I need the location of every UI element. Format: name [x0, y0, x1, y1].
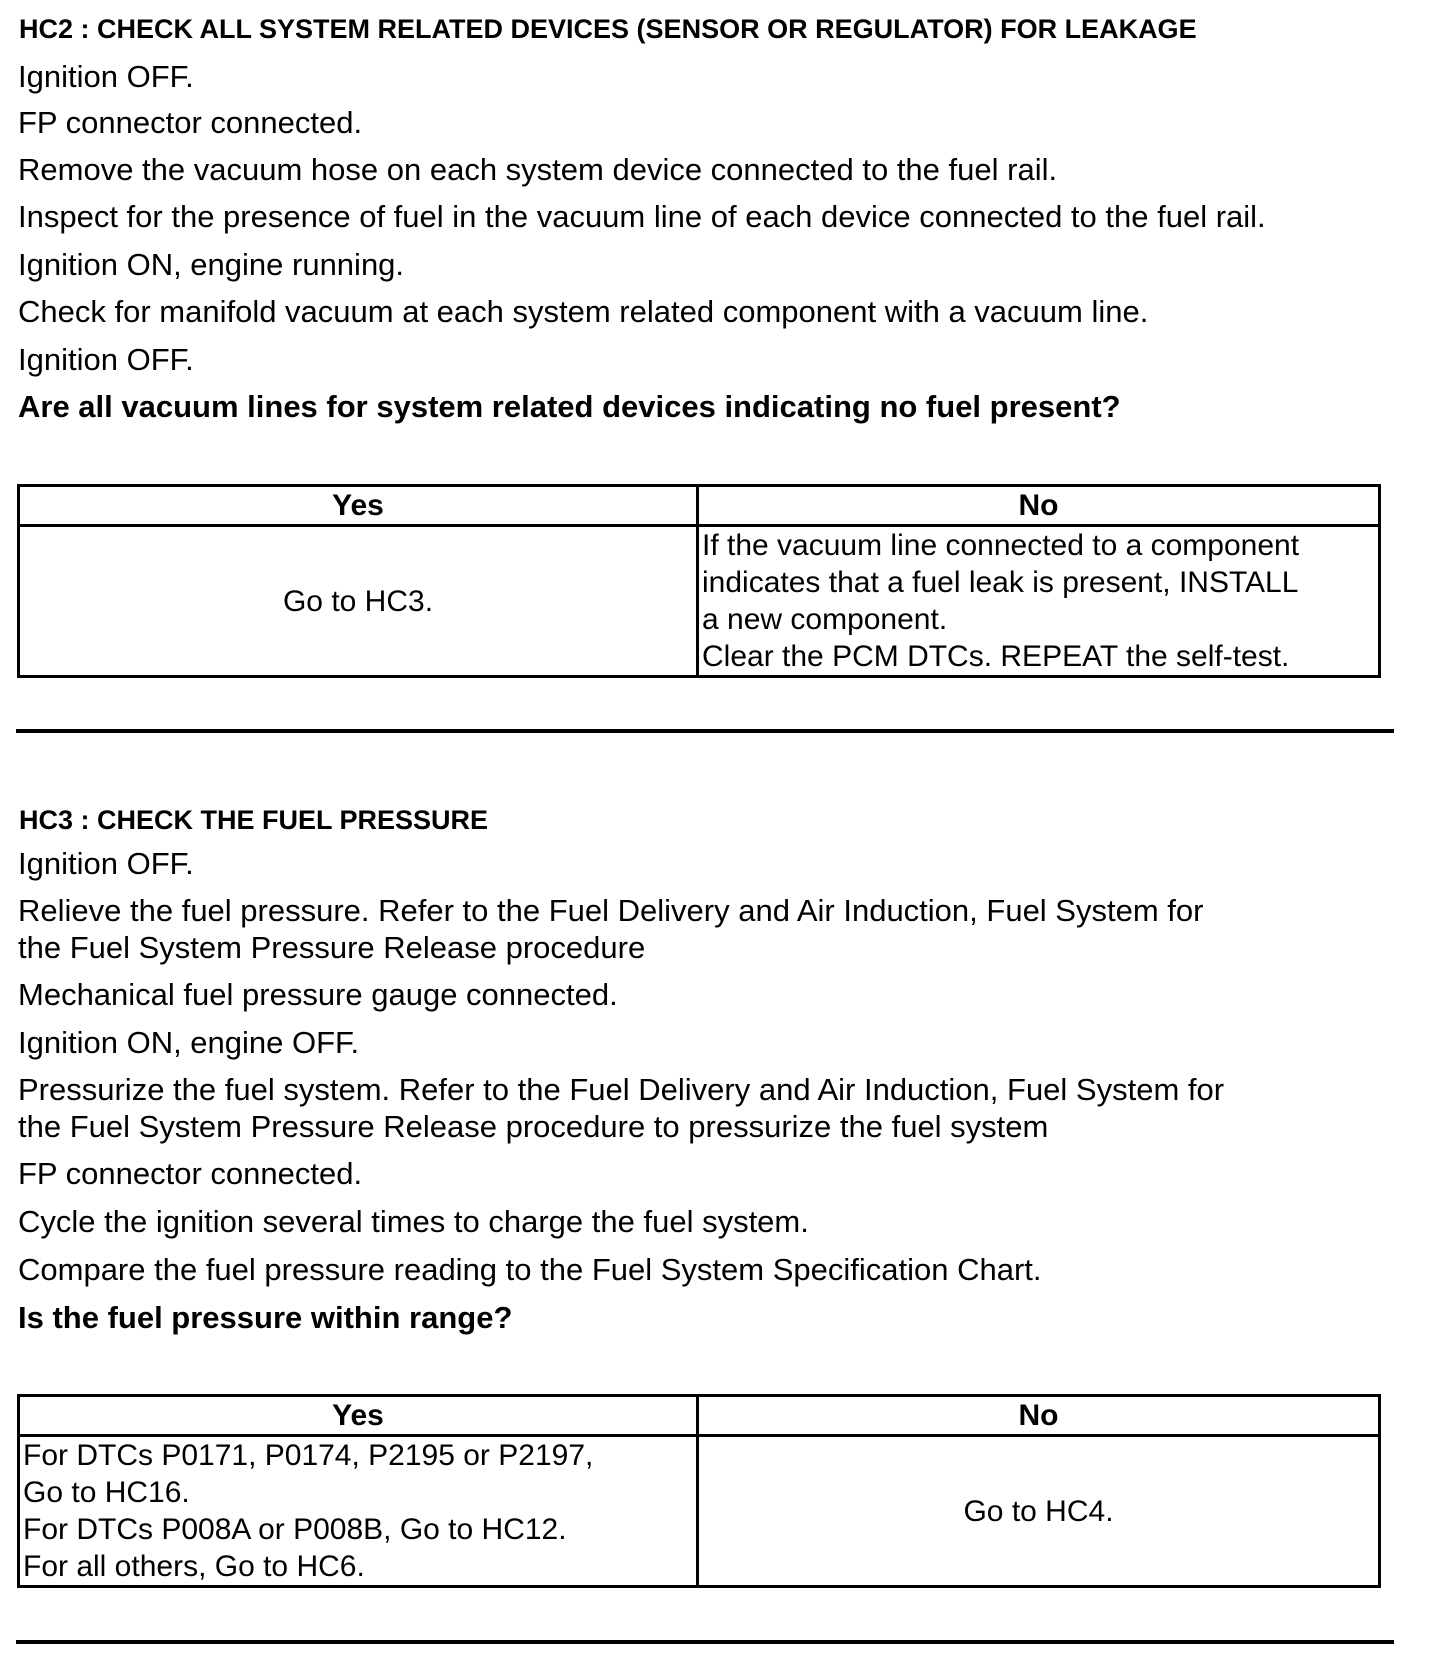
hc3-step [18, 892, 1203, 966]
hc2-question: Are all vacuum lines for system related devices indicating no fuel present? [18, 389, 1121, 424]
hc3-step-line: the Fuel System Pressure Release procedure to pressurize the fuel system [18, 1109, 1049, 1144]
hc2-step: Ignition ON, engine running. [18, 247, 405, 282]
hc3-step: Mechanical fuel pressure gauge connected. [18, 977, 618, 1012]
hc3-yes-line: For all others, Go to HC6. [23, 1550, 365, 1583]
hc2-no-line: If the vacuum line connected to a component [702, 529, 1300, 562]
hc3-no-cell [698, 1436, 1380, 1587]
hc3-step: Cycle the ignition several times to charge the fuel system. [18, 1204, 809, 1239]
hc2-no-line: indicates that a fuel leak is present, INSTALL [702, 566, 1299, 599]
hc2-step: FP connector connected. [18, 105, 363, 140]
hc3-title: HC3 : CHECK THE FUEL PRESSURE [19, 805, 489, 835]
section-divider [16, 729, 1394, 733]
hc2-step: Remove the vacuum hose on each system device connected to the fuel rail. [18, 152, 1058, 187]
hc3-step-line: Relieve the fuel pressure. Refer to the Fuel Delivery and Air Induction, Fuel System for [18, 893, 1204, 928]
hc2-step: Ignition OFF. [18, 342, 194, 377]
hc3-step: Ignition ON, engine OFF. [18, 1025, 360, 1060]
hc3-yes-cell [19, 1436, 698, 1587]
hc3-step-line: Pressurize the fuel system. Refer to the Fuel Delivery and Air Induction, Fuel System for [18, 1072, 1225, 1107]
hc2-no-line: a new component. [702, 603, 948, 636]
hc3-step-line: the Fuel System Pressure Release procedure [18, 930, 646, 965]
hc2-step: Ignition OFF. [18, 59, 194, 94]
section-divider [16, 1640, 1394, 1644]
hc3-step: Compare the fuel pressure reading to the Fuel System Specification Chart. [18, 1252, 1042, 1287]
hc3-step [18, 1071, 1224, 1145]
hc2-yes-header: Yes [19, 486, 698, 526]
hc3-no-header: No [698, 1396, 1380, 1436]
hc3-decision-table [17, 1394, 1381, 1588]
hc2-title: HC2 : CHECK ALL SYSTEM RELATED DEVICES (SENSOR OR REGULATOR) FOR LEAKAGE [19, 14, 1197, 44]
hc3-yes-line: Go to HC16. [23, 1476, 190, 1509]
hc3-yes-line: For DTCs P0171, P0174, P2195 or P2197, [23, 1439, 594, 1472]
hc3-yes-line: For DTCs P008A or P008B, Go to HC12. [23, 1513, 567, 1546]
hc3-step: FP connector connected. [18, 1156, 363, 1191]
hc2-yes-text: Go to HC3. [282, 584, 434, 618]
hc3-question: Is the fuel pressure within range? [18, 1300, 513, 1335]
hc3-yes-header: Yes [19, 1396, 698, 1436]
hc2-no-line: Clear the PCM DTCs. REPEAT the self-test. [702, 640, 1290, 673]
hc2-no-cell [698, 526, 1380, 677]
hc2-no-header: No [698, 486, 1380, 526]
hc2-step: Check for manifold vacuum at each system related component with a vacuum line. [18, 294, 1149, 329]
hc2-decision-table [17, 484, 1381, 678]
hc2-yes-cell [19, 526, 698, 677]
hc2-step: Inspect for the presence of fuel in the vacuum line of each device connected to the fuel rail. [18, 199, 1266, 234]
hc3-step: Ignition OFF. [18, 846, 194, 881]
hc3-no-text: Go to HC4. [963, 1494, 1114, 1528]
